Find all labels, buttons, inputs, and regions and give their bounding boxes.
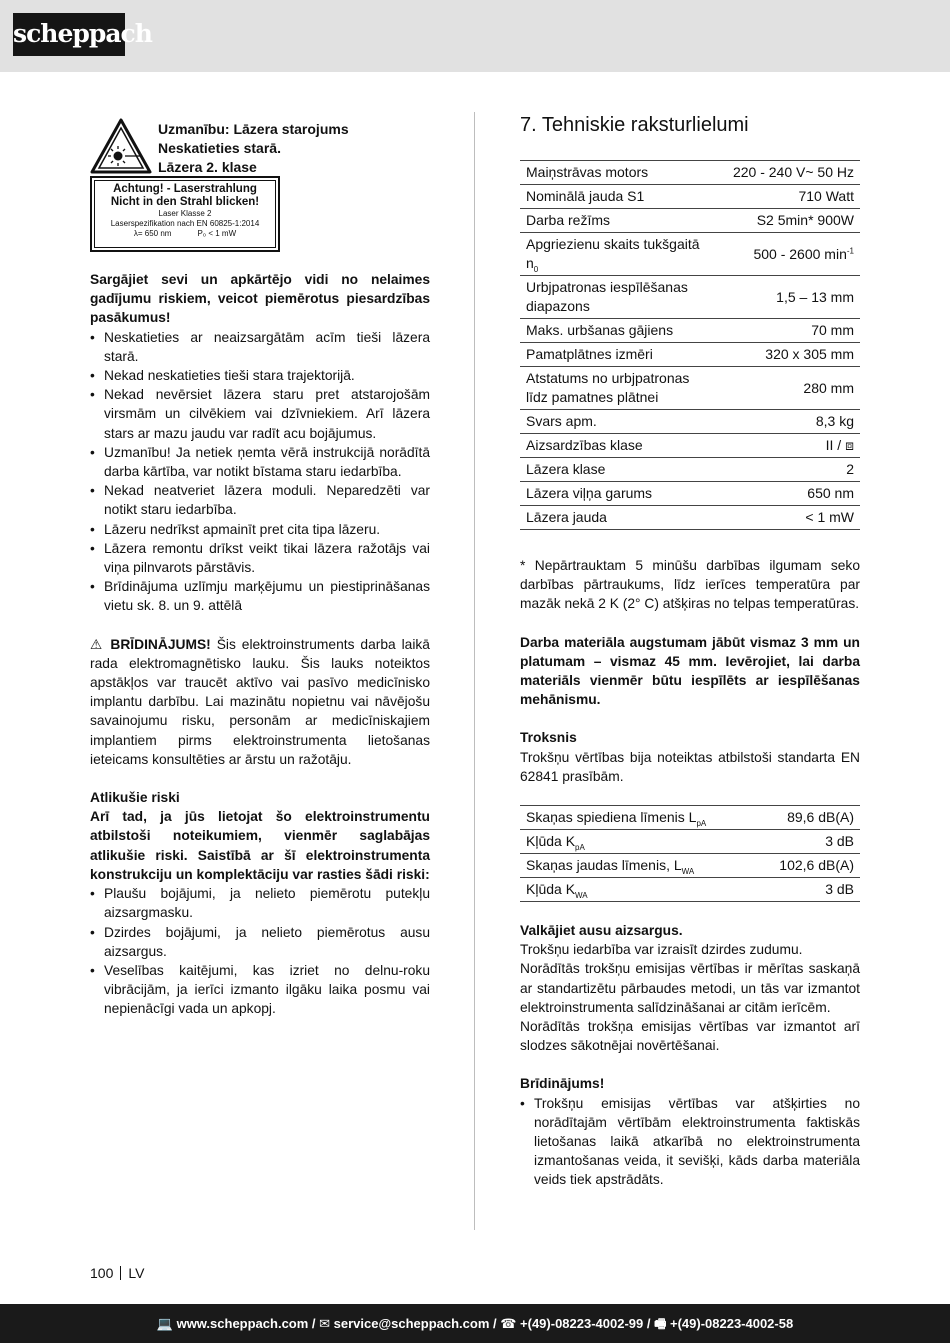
table-row — [520, 319, 860, 343]
laser-sign-title: Achtung! - Laserstrahlung — [113, 183, 257, 195]
list-item: • Uzmanību! Ja netiek ņemta vērā instrukcijā norādītā darba kārtība, var notikt bīstama staru iedarbība. — [90, 443, 430, 481]
list-item: • Trokšņu emisijas vērtības var atšķirties no norādītajām vērtībām elektroinstrumenta faktiskās lietošanas laikā atkarībā no elektroinstrumenta izmantošanas veida, it sevišķi, kāds darba materiāla veids tiek apstrādāts. — [520, 1094, 860, 1190]
spec-value: 8,3 kg — [710, 410, 860, 434]
spec-label: Urbjpatronas iespīlēšanas diapazons — [520, 276, 710, 319]
spec-label: Nominālā jauda S1 — [520, 185, 710, 209]
spec-label: Maks. urbšanas gājiens — [520, 319, 710, 343]
noise-label: Kļūda $K_{WA}$ — [520, 878, 754, 902]
laser-warning-icon — [90, 118, 152, 174]
residual-risks-intro: Arī tad, ja jūs lietojat šo elektroinstrumentu atbilstoši noteikumiem, vienmēr saglabājas atlikušie riski. Saistībā ar šī elektroinstrumenta konstrukciju un komplektāciju var rasties šādi riski: — [90, 809, 430, 882]
list-item: • Lāzeru nedrīkst apmainīt pret cita tipa lāzeru. — [90, 520, 430, 539]
noise-value: 89,6 dB(A) — [754, 806, 860, 830]
table-row — [520, 458, 860, 482]
noise-value: 102,6 dB(A) — [754, 854, 860, 878]
noise-label: Skaņas spiediena līmenis $L_{pA}$ — [520, 806, 754, 830]
table-row — [520, 233, 860, 276]
laser-warning-line: Uzmanību: Lāzera starojums — [158, 121, 349, 137]
spec-label: Lāzera viļņa garums — [520, 482, 710, 506]
spec-value: S2 5min* 900W — [710, 209, 860, 233]
table-row — [520, 482, 860, 506]
brand-logo: scheppach — [13, 13, 125, 56]
ear-protection-heading: Valkājiet ausu aizsargus. — [520, 923, 683, 939]
column-divider — [474, 112, 475, 1230]
table-row — [520, 185, 860, 209]
footer-contact-bar: 💻 www.scheppach.com / ✉ service@scheppach.com / ☎ +(49)-08223-4002-99 / 🖷 +(49)-08223-4002-58 — [0, 1304, 950, 1343]
noise-label: Kļūda $K_{pA}$ — [520, 830, 754, 854]
residual-risks-list — [90, 884, 430, 1018]
table-row — [520, 434, 860, 458]
noise-value: 3 dB — [754, 830, 860, 854]
spec-label: Pamatplātnes izmēri — [520, 343, 710, 367]
laser-sign-spec: Laserspezifikation nach EN 60825-1:2014 — [110, 219, 260, 228]
spec-value: 320 x 305 mm — [710, 343, 860, 367]
laser-sign-wavelength: λ= 650 nm — [133, 229, 172, 238]
laser-warning-line: Lāzera 2. klase — [158, 159, 257, 175]
table-row — [520, 410, 860, 434]
spec-value: 710 Watt — [710, 185, 860, 209]
ear-protection-text: Norādītās trokšņu emisijas vērtības ir mērītas saskaņā ar standartizētu pārbaudes metodi, un tās var izmantot elektroinstrumenta salīdzināšanai ar citām ierīcēm. — [520, 961, 860, 1015]
spec-value: 500 - 2600 $\min^{-1}$ — [710, 233, 860, 276]
technical-data-table — [520, 160, 860, 530]
laser-class-label — [90, 176, 280, 252]
noise-heading: Troksnis — [520, 730, 577, 746]
noise-text: Trokšņu vērtības bija noteiktas atbilstoši standarta EN 62841 prasībām. — [520, 749, 860, 784]
ear-protection-text: Trokšņu iedarbība var izraisīt dzirdes zudumu. — [520, 942, 803, 958]
spec-label: Apgriezienu skaits tukšgaitā $n_0$ — [520, 233, 710, 276]
spec-value: 280 mm — [710, 367, 860, 410]
caution-heading: Brīdinājums! — [520, 1076, 605, 1092]
right-column — [520, 112, 860, 1190]
section-title: 7. Tehniskie raksturlielumi — [520, 114, 749, 136]
left-column — [90, 118, 430, 1019]
duty-cycle-footnote: * Nepārtrauktam 5 minūšu darbības ilgumam seko darbības pārtraukums, līdz ierīces temperatūra par mazāk nekā 2 K (2° C) atšķiras no telpas temperatūras. — [520, 558, 860, 612]
laser-warning-block — [90, 118, 430, 244]
material-note: Darba materiāla augstumam jābūt vismaz 3 mm un platumam – vismaz 45 mm. Ievērojiet, lai darba materiāls vienmēr būtu iespīlēts ar iespīlēšanas mehānismu. — [520, 634, 860, 708]
list-item: • Nekad neatveriet lāzera moduli. Neparedzēti var notikt staru iedarbība. — [90, 481, 430, 519]
laser-warning-line: Neskatieties starā. — [158, 140, 281, 156]
list-item: • Plaušu bojājumi, ja nelieto piemērotu putekļu aizsargmasku. — [90, 884, 430, 922]
page-number-value: 100 — [90, 1265, 114, 1281]
spec-value: < 1 mW — [710, 506, 860, 530]
noise-table — [520, 805, 860, 902]
residual-risks-heading: Atlikušie riski — [90, 790, 180, 806]
list-item: • Brīdinājuma uzlīmju marķējumu un piestiprināšanas vietu sk. 8. un 9. attēlā — [90, 577, 430, 615]
page-language: LV — [128, 1265, 145, 1281]
spec-value: 70 mm — [710, 319, 860, 343]
noise-value: 3 dB — [754, 878, 860, 902]
table-row — [520, 367, 860, 410]
list-item: • Dzirdes bojājumi, ja nelieto piemērotus ausu aizsargus. — [90, 923, 430, 961]
spec-label: Lāzera klase — [520, 458, 710, 482]
table-row — [520, 276, 860, 319]
table-row — [520, 209, 860, 233]
spec-value: 2 — [710, 458, 860, 482]
emf-warning — [90, 635, 430, 769]
list-item: • Veselības kaitējumi, kas izriet no delnu-roku vibrācijām, ja ierīci izmanto ilgāku laika posmu vai nepienācīgi vada un apkopj. — [90, 961, 430, 1019]
table-row — [520, 806, 860, 830]
header-bar — [0, 0, 950, 72]
laser-sign-subtitle: Nicht in den Strahl blicken! — [110, 196, 260, 208]
table-row — [520, 830, 860, 854]
list-item: • Nekad neskatieties tieši stara trajektorijā. — [90, 366, 430, 385]
list-item: • Nekad nevērsiet lāzera staru pret atstarojošām virsmām un cilvēkiem vai dzīvniekiem. Arī lāzera stars ar mazu jaudu var radīt acu bojājumus. — [90, 385, 430, 443]
spec-value: 650 nm — [710, 482, 860, 506]
emf-warning-text: Šis elektroinstruments darba laikā rada elektromagnētisko lauku. Šis lauks noteiktos apstākļos var traucēt aktīvo vai pasīvo medicīnisko implantu darbību. Lai mazinātu nopietnu vai nāvējošu savainojumu risku, personām ar medicīniskajiem implantiem pirms elektroinstrumenta lietošanas ieteicams konsultēties ar ārstu un ražotāju. — [90, 636, 430, 767]
table-row — [520, 343, 860, 367]
list-item: • Neskatieties ar neaizsargātām acīm tieši lāzera starā. — [90, 328, 430, 366]
spec-label: Lāzera jauda — [520, 506, 710, 530]
list-item: • Lāzera remontu drīkst veikt tikai lāzera ražotājs vai viņa pilnvarots pārstāvis. — [90, 539, 430, 577]
spec-label: Atstatums no urbjpatronas līdz pamatnes plātnei — [520, 367, 710, 410]
laser-warning-text — [158, 120, 349, 177]
spec-label: Maiņstrāvas motors — [520, 161, 710, 185]
spec-label: Svars apm. — [520, 410, 710, 434]
spec-value: II / ⧈ — [710, 434, 860, 458]
page-number — [90, 1263, 144, 1283]
table-row — [520, 854, 860, 878]
spec-label: Aizsardzības klase — [520, 434, 710, 458]
safety-intro: Sargājiet sevi un apkārtējo vidi no nelaimes gadījumu riskiem, veicot piemērotus piesardzības pasākumus! — [90, 272, 430, 326]
caution-list — [520, 1094, 860, 1190]
table-row — [520, 878, 860, 902]
table-row — [520, 506, 860, 530]
ear-protection-text: Norādītās trokšņa emisijas vērtības var izmantot arī slodzes sākotnējai novērtēšanai. — [520, 1019, 860, 1054]
laser-sign-power: P₀ < 1 mW — [197, 229, 237, 238]
noise-label: Skaņas jaudas līmenis, $L_{WA}$ — [520, 854, 754, 878]
emf-warning-label: ⚠ BRĪDINĀJUMS! — [90, 636, 211, 652]
table-row — [520, 161, 860, 185]
laser-sign-class: Laser Klasse 2 — [158, 209, 212, 218]
spec-label: Darba režīms — [520, 209, 710, 233]
laser-safety-list — [90, 328, 430, 616]
spec-value: 220 - 240 V~ 50 Hz — [710, 161, 860, 185]
spec-value: 1,5 – 13 mm — [710, 276, 860, 319]
